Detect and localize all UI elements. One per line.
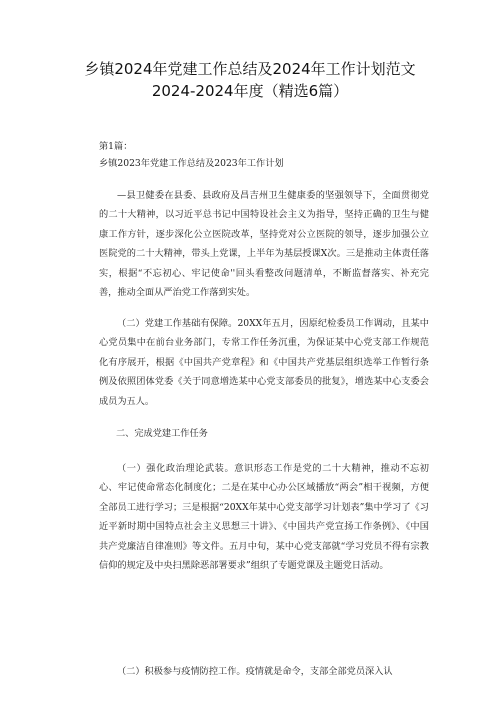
- paragraph-party-foundation: （二）党建工作基础有保障。20XX年五月，因原纪检委员工作调动，且某中心党员集中在前台业务部门，专常工作任务沉重，为保证某中心党支部工作规范化有序展开，根据《中国共产党章程》和《中国共产党基层组织选举工作暂行条例及依照团体党委《关于同意增选某中心党支部委员的批复》，增选某中心支委会成员为五人。: [99, 318, 429, 407]
- paragraph-political-theory: （一）强化政治理论武装。意识形态工作是党的二十大精神，推动不忘初心、牢记使命常态化制度化；二是在某中心办公区域播放“两会”相干视频，方便全部员工进行学习；三是根据“20XX年某中心党支部学习计划表”集中学习了《习近平新时期中国特点社会主义思想三十讲》、《中国共产党宣扬工作条例》、《中国共产党廉洁自律准则》等文件。五月中旬，某中心党支部就“学习党员不得有宗教信仰的规定及中央扫黑除恶部署要求”组织了专题党课及主题党日活动。: [99, 463, 429, 572]
- section-heading: 二、完成党建工作任务: [116, 428, 208, 439]
- document-title-line-2: 2024-2024年度（精选6篇）: [151, 82, 349, 100]
- paragraph-intro: —县卫健委在县委、县政府及昌吉州卫生健康委的坚强领导下，全面贯彻党的二十大精神，以习近平总书记中国特设社会主义为指导，坚持正确的卫生与健康工作方针，逐步深化公立医院改革，坚持党对公立医院的领导，逐步加强公立医院党的二十大精神，带头上党课，上半年为基层授课X次。三是推动主体责任落实，根据“不忘初心、牢记使命''回头看整改问题清单，不断监督落实、补充完善，推动全面从严治党工作落到实处。: [99, 190, 429, 299]
- paragraph-epidemic-prevention: （二）积极参与疫情防控工作。疫情就是命令，支部全部党员深入认: [117, 666, 393, 677]
- document-title-line-1: 乡镇2024年党建工作总结及2024年工作计划范文: [84, 60, 416, 78]
- section-subtitle: 乡镇2023年党建工作总结及2023年工作计划: [99, 158, 284, 169]
- part-label: 第1篇：: [99, 141, 133, 152]
